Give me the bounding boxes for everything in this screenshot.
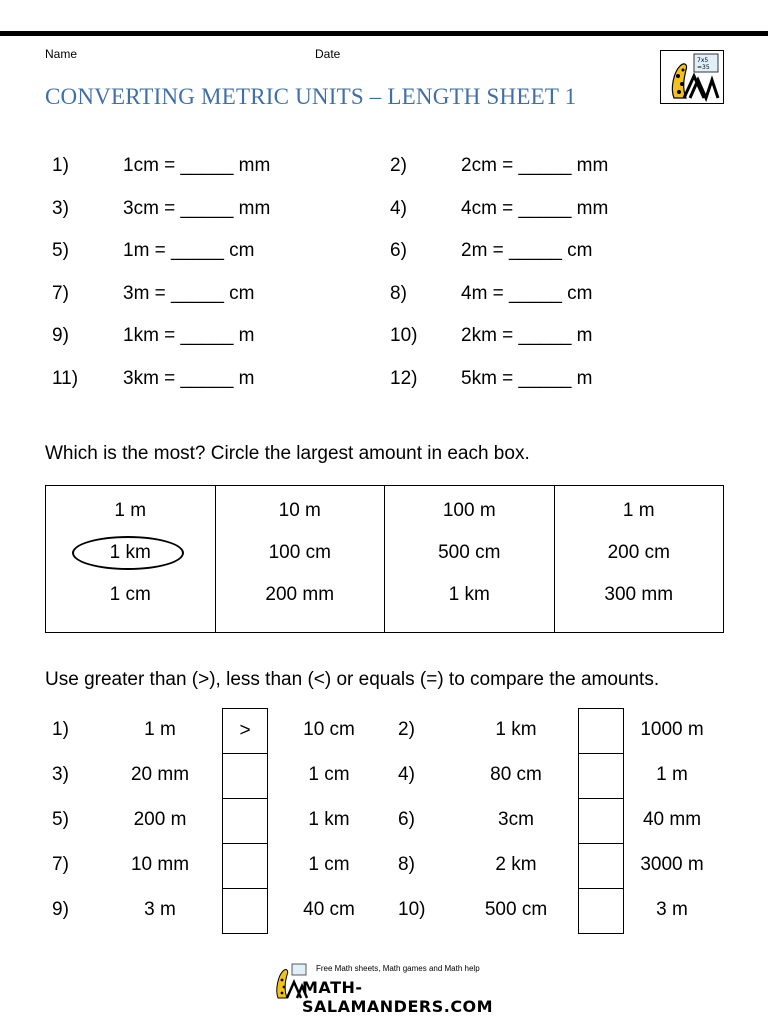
question-number: 2)	[398, 719, 415, 740]
question-number: 3)	[52, 198, 69, 219]
left-amount: 1 km	[495, 719, 537, 740]
question-number: 8)	[390, 283, 407, 304]
date-label: Date	[315, 47, 341, 61]
most-box	[554, 486, 724, 633]
svg-text:=35: =35	[697, 64, 710, 71]
left-amount: 1 m	[144, 719, 176, 740]
footer-site-link[interactable]: MATH-SALAMANDERS.COM	[302, 978, 494, 1016]
answer-box[interactable]	[578, 708, 624, 754]
top-rule	[0, 31, 768, 36]
conversion-question[interactable]: 1km = _____ m	[123, 325, 255, 346]
left-amount: 3 m	[144, 899, 176, 920]
amount[interactable]: 10 m	[278, 500, 321, 521]
question-number: 10)	[390, 325, 418, 346]
conversion-question[interactable]: 3cm = _____ mm	[123, 198, 271, 219]
right-amount: 3000 m	[640, 854, 704, 875]
conversion-question[interactable]: 1cm = _____ mm	[123, 155, 271, 176]
amount[interactable]: 1 m	[622, 500, 655, 521]
right-amount: 1 cm	[308, 854, 350, 875]
question-number: 3)	[52, 764, 69, 785]
right-amount: 10 cm	[303, 719, 355, 740]
amount[interactable]: 100 cm	[268, 542, 331, 563]
question-number: 2)	[390, 155, 407, 176]
right-amount: 40 mm	[642, 809, 702, 830]
question-number: 4)	[398, 764, 415, 785]
question-number: 9)	[52, 325, 69, 346]
salamander-logo-icon	[660, 50, 724, 104]
question-number: 1)	[52, 155, 69, 176]
question-number: 1)	[52, 719, 69, 740]
conversion-question[interactable]: 2km = _____ m	[461, 325, 593, 346]
most-heading: Which is the most? Circle the largest amount in each box.	[45, 443, 530, 464]
right-amount: 1 km	[308, 809, 350, 830]
question-number: 8)	[398, 854, 415, 875]
left-amount: 80 cm	[490, 764, 542, 785]
left-amount: 10 mm	[130, 854, 190, 875]
page-title: CONVERTING METRIC UNITS – LENGTH SHEET 1	[45, 84, 577, 109]
left-amount: 20 mm	[130, 764, 190, 785]
amount[interactable]: 200 mm	[265, 584, 335, 605]
conversion-question[interactable]: 4cm = _____ mm	[461, 198, 609, 219]
conversion-question[interactable]: 3km = _____ m	[123, 368, 255, 389]
answer-box[interactable]	[222, 843, 268, 889]
question-number: 7)	[52, 854, 69, 875]
answer-box[interactable]	[578, 798, 624, 844]
answer-box[interactable]	[578, 843, 624, 889]
question-number: 5)	[52, 240, 69, 261]
question-number: 7)	[52, 283, 69, 304]
question-number: 6)	[390, 240, 407, 261]
amount[interactable]: 200 cm	[607, 542, 670, 563]
answer-box[interactable]	[578, 888, 624, 934]
right-amount: 1 cm	[308, 764, 350, 785]
question-number: 12)	[390, 368, 418, 389]
right-amount: 1 m	[656, 764, 688, 785]
name-label: Name	[45, 47, 78, 61]
answer-box[interactable]	[222, 798, 268, 844]
most-table	[45, 485, 724, 633]
question-number: 6)	[398, 809, 415, 830]
right-amount: 40 cm	[303, 899, 355, 920]
question-number: 11)	[52, 368, 79, 389]
amount[interactable]: 1 km	[109, 542, 151, 563]
right-amount: 3 m	[656, 899, 688, 920]
left-amount: 3cm	[498, 809, 534, 830]
amount[interactable]: 300 mm	[604, 584, 674, 605]
most-box	[215, 486, 385, 633]
left-amount: 2 km	[495, 854, 537, 875]
answer-box[interactable]	[578, 753, 624, 799]
amount[interactable]: 1 km	[448, 584, 490, 605]
conversion-question[interactable]: 4m = _____ cm	[461, 283, 593, 304]
left-amount: 200 m	[133, 809, 187, 830]
footer-tagline: Free Math sheets, Math games and Math help	[316, 964, 480, 973]
left-amount: 500 cm	[484, 899, 548, 920]
amount[interactable]: 500 cm	[438, 542, 501, 563]
conversion-question[interactable]: 1m = _____ cm	[123, 240, 255, 261]
conversion-question[interactable]: 3m = _____ cm	[123, 283, 255, 304]
conversion-question[interactable]: 2m = _____ cm	[461, 240, 593, 261]
conversion-question[interactable]: 2cm = _____ mm	[461, 155, 609, 176]
question-number: 9)	[52, 899, 69, 920]
amount[interactable]: 1 m	[114, 500, 147, 521]
amount[interactable]: 1 cm	[109, 584, 151, 605]
most-box	[46, 486, 216, 633]
answer-box[interactable]: >	[222, 708, 268, 754]
footer-brand	[272, 962, 502, 1016]
right-amount: 1000 m	[640, 719, 704, 740]
svg-text:7x5: 7x5	[697, 57, 709, 64]
amount[interactable]: 100 m	[442, 500, 496, 521]
question-number: 4)	[390, 198, 407, 219]
compare-heading: Use greater than (>), less than (<) or equals (=) to compare the amounts.	[45, 669, 660, 690]
question-number: 10)	[398, 899, 426, 920]
answer-box[interactable]	[222, 888, 268, 934]
answer-box[interactable]	[222, 753, 268, 799]
most-box	[385, 486, 555, 633]
question-number: 5)	[52, 809, 69, 830]
conversion-question[interactable]: 5km = _____ m	[461, 368, 593, 389]
